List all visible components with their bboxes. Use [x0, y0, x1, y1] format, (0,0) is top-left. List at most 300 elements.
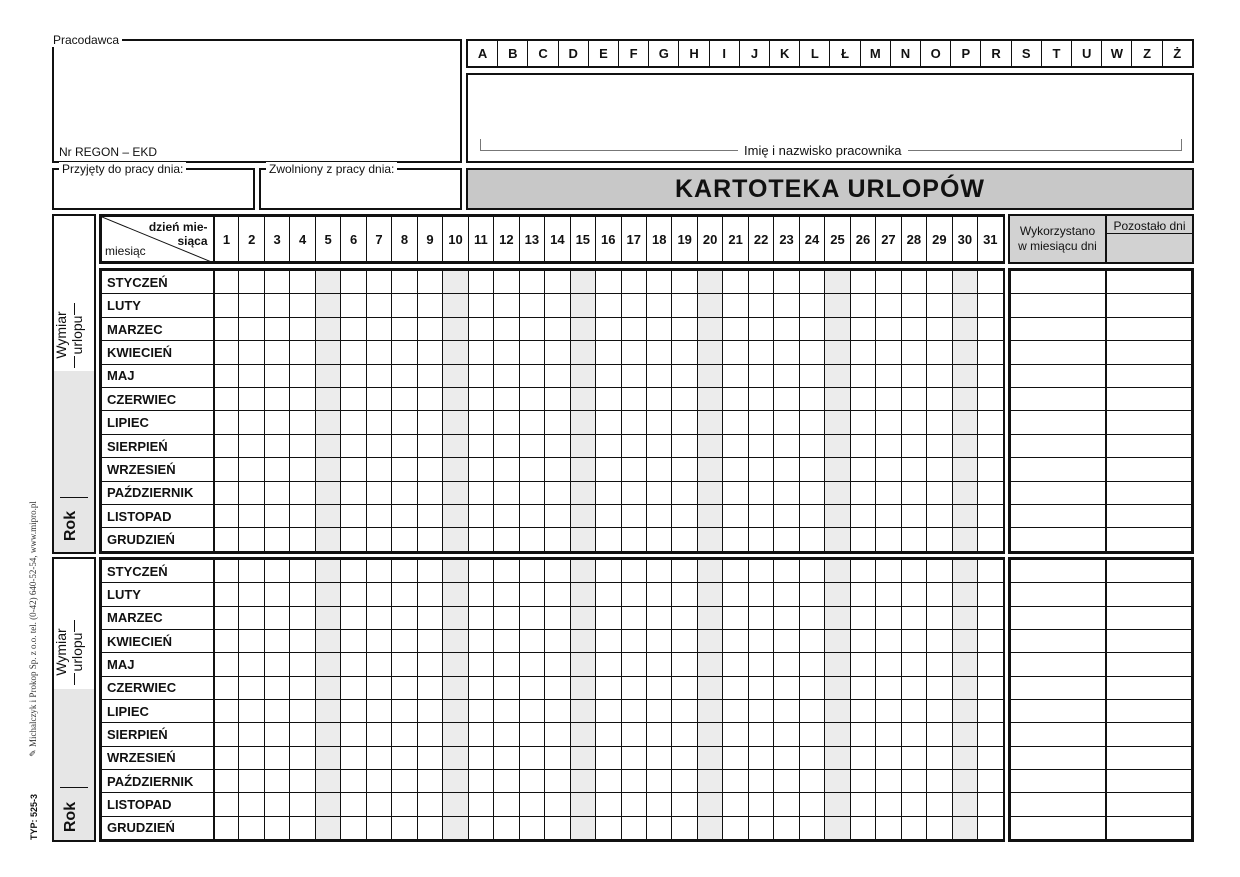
- day-cell[interactable]: [621, 271, 646, 294]
- day-cell[interactable]: [799, 746, 824, 769]
- day-cell[interactable]: [748, 699, 773, 722]
- day-cell[interactable]: [901, 676, 926, 699]
- day-cell[interactable]: [876, 769, 901, 792]
- day-cell[interactable]: [239, 528, 264, 552]
- day-cell[interactable]: [901, 769, 926, 792]
- day-cell[interactable]: [315, 793, 340, 816]
- day-cell[interactable]: [341, 560, 366, 583]
- day-cell[interactable]: [978, 528, 1003, 552]
- day-cell[interactable]: [443, 793, 468, 816]
- day-cell[interactable]: [545, 629, 570, 652]
- day-cell[interactable]: [697, 653, 722, 676]
- day-cell[interactable]: [672, 434, 697, 457]
- day-cell[interactable]: [876, 723, 901, 746]
- day-cell[interactable]: [214, 769, 239, 792]
- day-cell[interactable]: [850, 434, 875, 457]
- day-cell[interactable]: [646, 723, 671, 746]
- day-cell[interactable]: [978, 723, 1003, 746]
- day-cell[interactable]: [672, 769, 697, 792]
- day-cell[interactable]: [239, 458, 264, 481]
- day-cell[interactable]: [494, 317, 519, 340]
- used-days-cell[interactable]: [1011, 481, 1106, 504]
- day-cell[interactable]: [494, 676, 519, 699]
- day-cell[interactable]: [494, 271, 519, 294]
- used-days-cell[interactable]: [1011, 653, 1106, 676]
- day-cell[interactable]: [341, 746, 366, 769]
- day-cell[interactable]: [545, 271, 570, 294]
- day-cell[interactable]: [519, 746, 544, 769]
- day-cell[interactable]: [443, 723, 468, 746]
- day-cell[interactable]: [621, 816, 646, 839]
- day-cell[interactable]: [519, 816, 544, 839]
- day-cell[interactable]: [290, 629, 315, 652]
- day-cell[interactable]: [264, 317, 289, 340]
- day-cell[interactable]: [392, 341, 417, 364]
- day-cell[interactable]: [927, 481, 952, 504]
- day-cell[interactable]: [366, 606, 391, 629]
- day-cell[interactable]: [290, 458, 315, 481]
- day-cell[interactable]: [748, 271, 773, 294]
- day-cell[interactable]: [417, 699, 442, 722]
- day-cell[interactable]: [672, 583, 697, 606]
- day-cell[interactable]: [239, 629, 264, 652]
- day-cell[interactable]: [978, 341, 1003, 364]
- remaining-days-cell[interactable]: [1106, 294, 1192, 317]
- day-cell[interactable]: [366, 505, 391, 528]
- day-cell[interactable]: [366, 723, 391, 746]
- day-cell[interactable]: [214, 434, 239, 457]
- day-cell[interactable]: [697, 746, 722, 769]
- day-cell[interactable]: [443, 583, 468, 606]
- day-cell[interactable]: [443, 317, 468, 340]
- day-cell[interactable]: [366, 793, 391, 816]
- day-cell[interactable]: [494, 629, 519, 652]
- day-cell[interactable]: [799, 434, 824, 457]
- day-cell[interactable]: [774, 458, 799, 481]
- day-cell[interactable]: [519, 583, 544, 606]
- day-cell[interactable]: [978, 653, 1003, 676]
- day-cell[interactable]: [927, 653, 952, 676]
- day-cell[interactable]: [366, 653, 391, 676]
- day-cell[interactable]: [697, 676, 722, 699]
- remaining-days-cell[interactable]: [1106, 481, 1192, 504]
- day-cell[interactable]: [468, 583, 493, 606]
- day-cell[interactable]: [264, 606, 289, 629]
- day-cell[interactable]: [341, 723, 366, 746]
- day-cell[interactable]: [850, 723, 875, 746]
- day-cell[interactable]: [443, 411, 468, 434]
- day-cell[interactable]: [697, 481, 722, 504]
- day-cell[interactable]: [239, 816, 264, 839]
- day-cell[interactable]: [927, 411, 952, 434]
- day-cell[interactable]: [366, 411, 391, 434]
- day-cell[interactable]: [927, 629, 952, 652]
- day-cell[interactable]: [774, 746, 799, 769]
- day-cell[interactable]: [214, 606, 239, 629]
- day-cell[interactable]: [901, 271, 926, 294]
- day-cell[interactable]: [927, 271, 952, 294]
- day-cell[interactable]: [621, 560, 646, 583]
- day-cell[interactable]: [341, 341, 366, 364]
- day-cell[interactable]: [341, 653, 366, 676]
- day-cell[interactable]: [519, 434, 544, 457]
- day-cell[interactable]: [978, 676, 1003, 699]
- day-cell[interactable]: [315, 388, 340, 411]
- remaining-days-cell[interactable]: [1106, 769, 1192, 792]
- day-cell[interactable]: [621, 723, 646, 746]
- day-cell[interactable]: [621, 294, 646, 317]
- day-cell[interactable]: [264, 629, 289, 652]
- day-cell[interactable]: [468, 411, 493, 434]
- day-cell[interactable]: [952, 606, 977, 629]
- alphabet-letter[interactable]: J: [739, 41, 769, 66]
- day-cell[interactable]: [825, 653, 850, 676]
- day-cell[interactable]: [443, 271, 468, 294]
- day-cell[interactable]: [901, 411, 926, 434]
- day-cell[interactable]: [519, 505, 544, 528]
- day-cell[interactable]: [621, 583, 646, 606]
- alphabet-letter[interactable]: W: [1101, 41, 1131, 66]
- day-cell[interactable]: [774, 699, 799, 722]
- day-cell[interactable]: [723, 434, 748, 457]
- day-cell[interactable]: [214, 528, 239, 552]
- day-cell[interactable]: [417, 317, 442, 340]
- day-cell[interactable]: [901, 388, 926, 411]
- alphabet-letter[interactable]: A: [477, 46, 488, 61]
- day-cell[interactable]: [519, 411, 544, 434]
- day-cell[interactable]: [366, 769, 391, 792]
- day-cell[interactable]: [315, 528, 340, 552]
- day-cell[interactable]: [264, 364, 289, 387]
- day-cell[interactable]: [723, 676, 748, 699]
- day-cell[interactable]: [825, 816, 850, 839]
- day-cell[interactable]: [825, 364, 850, 387]
- day-cell[interactable]: [519, 606, 544, 629]
- day-cell[interactable]: [264, 411, 289, 434]
- day-cell[interactable]: [545, 816, 570, 839]
- day-cell[interactable]: [876, 583, 901, 606]
- day-cell[interactable]: [341, 317, 366, 340]
- day-cell[interactable]: [545, 388, 570, 411]
- alphabet-letter[interactable]: P: [950, 41, 980, 66]
- day-cell[interactable]: [901, 317, 926, 340]
- day-cell[interactable]: [570, 816, 595, 839]
- day-cell[interactable]: [672, 816, 697, 839]
- day-cell[interactable]: [825, 560, 850, 583]
- day-cell[interactable]: [978, 505, 1003, 528]
- day-cell[interactable]: [748, 434, 773, 457]
- day-cell[interactable]: [901, 505, 926, 528]
- day-cell[interactable]: [545, 560, 570, 583]
- day-cell[interactable]: [952, 388, 977, 411]
- day-cell[interactable]: [468, 676, 493, 699]
- day-cell[interactable]: [952, 505, 977, 528]
- day-cell[interactable]: [952, 294, 977, 317]
- day-cell[interactable]: [672, 629, 697, 652]
- day-cell[interactable]: [570, 388, 595, 411]
- alphabet-letter[interactable]: T: [1041, 41, 1071, 66]
- day-cell[interactable]: [443, 653, 468, 676]
- day-cell[interactable]: [952, 528, 977, 552]
- day-cell[interactable]: [850, 364, 875, 387]
- day-cell[interactable]: [519, 458, 544, 481]
- day-cell[interactable]: [392, 723, 417, 746]
- day-cell[interactable]: [290, 793, 315, 816]
- day-cell[interactable]: [901, 699, 926, 722]
- day-cell[interactable]: [341, 294, 366, 317]
- day-cell[interactable]: [978, 793, 1003, 816]
- day-cell[interactable]: [672, 793, 697, 816]
- day-cell[interactable]: [239, 676, 264, 699]
- day-cell[interactable]: [417, 458, 442, 481]
- day-cell[interactable]: [494, 560, 519, 583]
- remaining-days-cell[interactable]: [1106, 816, 1192, 839]
- day-cell[interactable]: [952, 411, 977, 434]
- day-cell[interactable]: [952, 699, 977, 722]
- day-cell[interactable]: [366, 676, 391, 699]
- day-cell[interactable]: [723, 746, 748, 769]
- day-cell[interactable]: [799, 528, 824, 552]
- day-cell[interactable]: [443, 769, 468, 792]
- day-cell[interactable]: [978, 606, 1003, 629]
- day-cell[interactable]: [315, 505, 340, 528]
- day-cell[interactable]: [901, 481, 926, 504]
- day-cell[interactable]: [214, 723, 239, 746]
- used-days-cell[interactable]: [1011, 505, 1106, 528]
- day-cell[interactable]: [825, 699, 850, 722]
- day-cell[interactable]: [952, 317, 977, 340]
- alphabet-letter[interactable]: Ż: [1162, 41, 1192, 66]
- day-cell[interactable]: [214, 481, 239, 504]
- day-cell[interactable]: [417, 528, 442, 552]
- day-cell[interactable]: [952, 676, 977, 699]
- day-cell[interactable]: [876, 816, 901, 839]
- day-cell[interactable]: [850, 458, 875, 481]
- day-cell[interactable]: [366, 364, 391, 387]
- day-cell[interactable]: [443, 481, 468, 504]
- day-cell[interactable]: [545, 505, 570, 528]
- day-cell[interactable]: [672, 388, 697, 411]
- day-cell[interactable]: [723, 458, 748, 481]
- day-cell[interactable]: [799, 583, 824, 606]
- day-cell[interactable]: [850, 653, 875, 676]
- day-cell[interactable]: [825, 317, 850, 340]
- day-cell[interactable]: [646, 481, 671, 504]
- day-cell[interactable]: [723, 528, 748, 552]
- day-cell[interactable]: [545, 434, 570, 457]
- day-cell[interactable]: [621, 317, 646, 340]
- day-cell[interactable]: [978, 629, 1003, 652]
- day-cell[interactable]: [621, 505, 646, 528]
- used-days-cell[interactable]: [1011, 271, 1106, 294]
- day-cell[interactable]: [825, 388, 850, 411]
- day-cell[interactable]: [214, 271, 239, 294]
- day-cell[interactable]: [952, 769, 977, 792]
- day-cell[interactable]: [519, 793, 544, 816]
- day-cell[interactable]: [723, 271, 748, 294]
- day-cell[interactable]: [239, 746, 264, 769]
- day-cell[interactable]: [519, 317, 544, 340]
- day-cell[interactable]: [697, 317, 722, 340]
- day-cell[interactable]: [901, 528, 926, 552]
- day-cell[interactable]: [978, 458, 1003, 481]
- day-cell[interactable]: [774, 528, 799, 552]
- day-cell[interactable]: [341, 769, 366, 792]
- day-cell[interactable]: [850, 560, 875, 583]
- day-cell[interactable]: [978, 816, 1003, 839]
- day-cell[interactable]: [901, 723, 926, 746]
- remaining-days-cell[interactable]: [1106, 723, 1192, 746]
- day-cell[interactable]: [723, 341, 748, 364]
- remaining-days-cell[interactable]: [1106, 528, 1192, 552]
- day-cell[interactable]: [366, 458, 391, 481]
- day-cell[interactable]: [799, 271, 824, 294]
- day-cell[interactable]: [646, 341, 671, 364]
- day-cell[interactable]: [443, 434, 468, 457]
- day-cell[interactable]: [596, 746, 621, 769]
- day-cell[interactable]: [672, 294, 697, 317]
- day-cell[interactable]: [697, 583, 722, 606]
- day-cell[interactable]: [494, 723, 519, 746]
- day-cell[interactable]: [825, 629, 850, 652]
- day-cell[interactable]: [545, 294, 570, 317]
- day-cell[interactable]: [774, 364, 799, 387]
- day-cell[interactable]: [468, 388, 493, 411]
- day-cell[interactable]: [315, 606, 340, 629]
- day-cell[interactable]: [901, 364, 926, 387]
- day-cell[interactable]: [876, 676, 901, 699]
- day-cell[interactable]: [214, 411, 239, 434]
- day-cell[interactable]: [697, 271, 722, 294]
- day-cell[interactable]: [978, 294, 1003, 317]
- used-days-cell[interactable]: [1011, 317, 1106, 340]
- used-days-cell[interactable]: [1011, 629, 1106, 652]
- day-cell[interactable]: [978, 317, 1003, 340]
- day-cell[interactable]: [570, 629, 595, 652]
- day-cell[interactable]: [315, 699, 340, 722]
- day-cell[interactable]: [621, 793, 646, 816]
- day-cell[interactable]: [596, 606, 621, 629]
- day-cell[interactable]: [596, 653, 621, 676]
- day-cell[interactable]: [214, 388, 239, 411]
- day-cell[interactable]: [570, 505, 595, 528]
- day-cell[interactable]: [927, 699, 952, 722]
- alphabet-letter[interactable]: R: [980, 41, 1010, 66]
- day-cell[interactable]: [214, 699, 239, 722]
- day-cell[interactable]: [392, 699, 417, 722]
- day-cell[interactable]: [850, 606, 875, 629]
- day-cell[interactable]: [952, 560, 977, 583]
- day-cell[interactable]: [290, 676, 315, 699]
- alphabet-letter[interactable]: I: [709, 41, 739, 66]
- day-cell[interactable]: [697, 528, 722, 552]
- day-cell[interactable]: [341, 793, 366, 816]
- day-cell[interactable]: [901, 434, 926, 457]
- day-cell[interactable]: [927, 769, 952, 792]
- day-cell[interactable]: [927, 816, 952, 839]
- day-cell[interactable]: [417, 793, 442, 816]
- day-cell[interactable]: [366, 294, 391, 317]
- day-cell[interactable]: [494, 434, 519, 457]
- day-cell[interactable]: [264, 653, 289, 676]
- alphabet-letter[interactable]: N: [890, 41, 920, 66]
- day-cell[interactable]: [494, 364, 519, 387]
- day-cell[interactable]: [417, 388, 442, 411]
- day-cell[interactable]: [927, 458, 952, 481]
- day-cell[interactable]: [494, 746, 519, 769]
- remaining-days-cell[interactable]: [1106, 458, 1192, 481]
- used-days-cell[interactable]: [1011, 411, 1106, 434]
- day-cell[interactable]: [315, 816, 340, 839]
- day-cell[interactable]: [443, 364, 468, 387]
- day-cell[interactable]: [952, 583, 977, 606]
- day-cell[interactable]: [850, 294, 875, 317]
- day-cell[interactable]: [748, 653, 773, 676]
- day-cell[interactable]: [468, 528, 493, 552]
- day-cell[interactable]: [468, 481, 493, 504]
- used-days-cell[interactable]: [1011, 388, 1106, 411]
- day-cell[interactable]: [697, 458, 722, 481]
- day-cell[interactable]: [239, 294, 264, 317]
- day-cell[interactable]: [697, 793, 722, 816]
- day-cell[interactable]: [646, 769, 671, 792]
- day-cell[interactable]: [341, 388, 366, 411]
- day-cell[interactable]: [646, 816, 671, 839]
- day-cell[interactable]: [825, 341, 850, 364]
- day-cell[interactable]: [927, 606, 952, 629]
- remaining-days-cell[interactable]: [1106, 388, 1192, 411]
- day-cell[interactable]: [748, 458, 773, 481]
- day-cell[interactable]: [392, 816, 417, 839]
- day-cell[interactable]: [570, 583, 595, 606]
- day-cell[interactable]: [672, 481, 697, 504]
- day-cell[interactable]: [978, 364, 1003, 387]
- day-cell[interactable]: [723, 481, 748, 504]
- used-days-cell[interactable]: [1011, 434, 1106, 457]
- day-cell[interactable]: [621, 769, 646, 792]
- day-cell[interactable]: [392, 434, 417, 457]
- day-cell[interactable]: [621, 458, 646, 481]
- day-cell[interactable]: [952, 341, 977, 364]
- day-cell[interactable]: [748, 317, 773, 340]
- day-cell[interactable]: [264, 388, 289, 411]
- day-cell[interactable]: [417, 341, 442, 364]
- day-cell[interactable]: [774, 793, 799, 816]
- remaining-days-cell[interactable]: [1106, 341, 1192, 364]
- day-cell[interactable]: [366, 560, 391, 583]
- day-cell[interactable]: [850, 816, 875, 839]
- day-cell[interactable]: [927, 317, 952, 340]
- day-cell[interactable]: [825, 481, 850, 504]
- day-cell[interactable]: [723, 793, 748, 816]
- day-cell[interactable]: [748, 364, 773, 387]
- day-cell[interactable]: [825, 583, 850, 606]
- day-cell[interactable]: [315, 271, 340, 294]
- day-cell[interactable]: [214, 505, 239, 528]
- day-cell[interactable]: [239, 341, 264, 364]
- day-cell[interactable]: [927, 528, 952, 552]
- day-cell[interactable]: [876, 364, 901, 387]
- day-cell[interactable]: [596, 271, 621, 294]
- day-cell[interactable]: [799, 458, 824, 481]
- day-cell[interactable]: [519, 341, 544, 364]
- day-cell[interactable]: [239, 769, 264, 792]
- day-cell[interactable]: [239, 653, 264, 676]
- day-cell[interactable]: [825, 271, 850, 294]
- day-cell[interactable]: [646, 746, 671, 769]
- day-cell[interactable]: [315, 458, 340, 481]
- day-cell[interactable]: [774, 271, 799, 294]
